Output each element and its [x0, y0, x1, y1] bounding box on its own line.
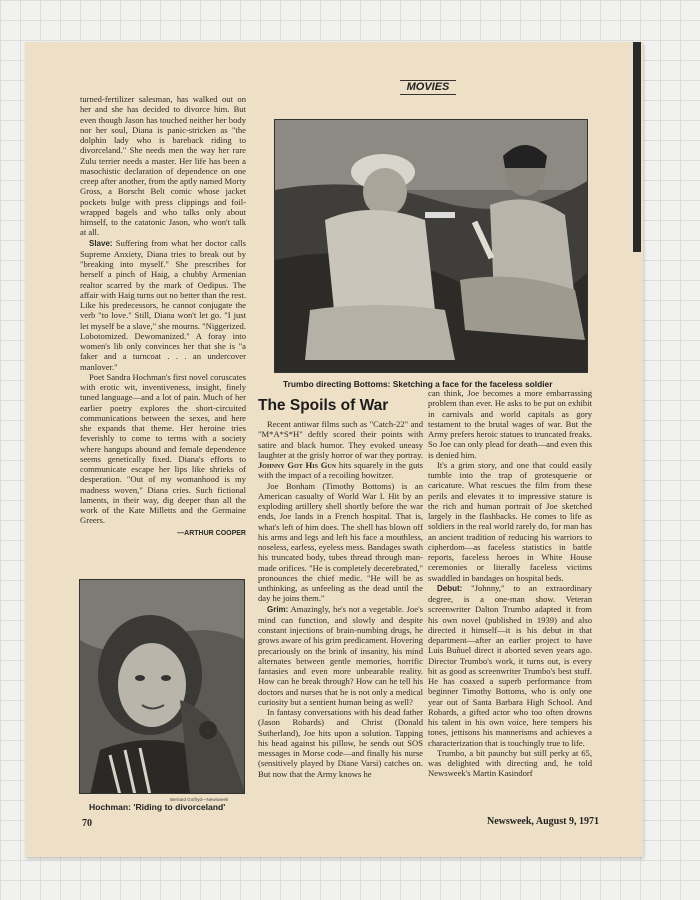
paragraph-text: Recent antiwar films such as "Catch-22" and "M*A*S*H" deftly scored their points with satire and black humor. They evoked uneasy laughter at the grisly horror of war they portray. — [258, 419, 423, 460]
paragraph — [258, 419, 423, 481]
paragraph-text: Amazingly, he's not a vegetable. Joe's mind can function, and slowly and despite constant injections of brain-numbing drugs, he grows aware of his grim predicament. Hovering precariously on the brink of insanity, his mind alternates between gentle memories, horrific fantasies and even more unbearable reality. How can he break through? How can he tell his doctors and nurses that he is not only a medical curiosity but a sentient human being as well? — [258, 603, 423, 707]
paragraph-text: hits squarely in the guts with the impact of a recoiling howitzer. — [258, 460, 423, 481]
paragraph-text: "Johnny," to an extraordinary degree, is a one-man show. Veteran screenwriter Dalton Trumbo adapted it from his own novel (published in 1939) and also directed it himself—it is his debut in that department—after an earlier project to have Luis Buñuel direct it aborted seven years ago. Director Trumbo's work, it turns out, is every bit as good as screenwriter Trumbo's best stuff. He has coaxed a superb performance from beginner Timothy Bottoms, who is only one year out of Santa Barbara High School. And Robards, a gifted actor who too often drowns his talent in his own voice, here tempers his tones, jettisons his mannerisms and achieves a characterization that is touchingly true to life. — [428, 582, 592, 748]
article-headline: The Spoils of War — [258, 397, 389, 414]
run-in-head: Slave: — [89, 238, 113, 248]
photo-image — [275, 120, 588, 373]
film-title: Johnny Got His Gun — [258, 460, 337, 470]
paragraph-text: Suffering from what her doctor calls Supreme Anxiety, Diana tries to break out by "breaking into myself." She prescribes for herself a pinch of Haig, a chubby Armenian realtor scarred by the mark of Oedipus. The affair with Haig turns out no better than the rest. Like his predecessors, he cannot conjugate the verb "to love." Still, Diana won't let go. "I just let myself be a slave," she mourns. "Niggerized. Lobotomized. Dewomanized." A foray into women's lib only convinces her that she is "a faker and a turncoat . . . an undercover manlover." — [80, 237, 246, 372]
review-column-1 — [80, 94, 246, 568]
paragraph: can think, Joe becomes a more embarrassing problem than ever. He asks to be put on exhibit in carnivals and world capitals as gory testament to the brutal wages of war. But the Army prefers heroic statues to truncated freaks. So Joe can only plead for death—and even this is denied him. — [428, 388, 592, 460]
paragraph: Poet Sandra Hochman's first novel coruscates with erotic wit, inventiveness, insight, finely tuned language—and a lot of pain. Much of her earlier poetry explores the short-circuited communications between the sexes, and here she expands that theme. Her heroine tries feverishly to come to terms with a society where hangups abound and female dependence seems genetically fixed. Diana's efforts to communicate escape her lips like shrieks of desperation. "Out of my womanhood is my madness woven," Diana cries. Such fictional laments, in their way, dig deeper than all the work of the Kate Milletts and the Germaine Greers. — [80, 371, 246, 526]
photo-hochman — [79, 579, 245, 794]
paragraph: Trumbo, a bit paunchy but still perky at 65, was delighted with directing and, he told Newsweek's Martin Kasindorf — [428, 747, 592, 779]
photo-trumbo-bottoms — [274, 119, 588, 373]
paragraph — [258, 604, 423, 708]
paragraph — [80, 238, 246, 372]
paragraph: It's a grim story, and one that could easily tumble into the trap of grotesquerie or caricature. What rescues the film from these perils and elevates it to impressive stature is the rich and human portrait of Joe sketched largely in the flashbacks. He comes to life as soldiers in the real world rarely do, for man has an ancient tradition of reducing his warriors to cipherdom—as faceless statistics in battle reports, faceless heroes in White House ceremonies or literally faceless victims swaddled in bandages on hospital beds. — [428, 459, 592, 583]
paragraph: Joe Bonham (Timothy Bottoms) is an American casualty of World War I. Hit by an exploding artillery shell shortly before the war ends, Joe lands in a French hospital. That is, what's left of him does. The shell has blown off his arms and legs and left his face a mouthless, noseless, earless, eyeless mess. Bandages swath his truncated body, tubes thread through man-made orifices. "He is completely decerebrated," pronounces the chief medic. "He will be as unthinking, as unfeeling as the dead until the day he joins them." — [258, 480, 423, 604]
photo-image — [80, 580, 245, 794]
photo-top-caption: Trumbo directing Bottoms: Sketching a face for the faceless soldier — [283, 379, 553, 389]
photo-left-caption: Hochman: 'Riding to divorceland' — [89, 802, 226, 812]
footer-issue: Newsweek, August 9, 1971 — [487, 816, 599, 827]
review-column-2 — [258, 419, 423, 814]
review-column-3 — [428, 388, 592, 814]
run-in-head: Grim: — [267, 604, 289, 614]
paragraph — [428, 583, 592, 748]
photo-credit: Bernard Gotfryd—Newsweek — [170, 797, 229, 802]
byline: —ARTHUR COOPER — [177, 529, 246, 537]
run-in-head: Debut: — [437, 583, 463, 593]
clipping-dark-edge — [633, 42, 641, 252]
section-label: MOVIES — [400, 80, 456, 95]
paragraph: turned-fertilizer salesman, has walked out on her and she has decided to divorce him. But even though Jason has touched neither her body nor her soul, Diana is panic-stricken as "the dolphin lady who is bareback riding to divorceland." She needs men the way her rare Zulu terrier needs a master. Her life has been a masochistic declaration of dependence on one creep after another, from the aptly named Morty Gross, a Borscht Belt comic whose jacket pockets bulge with press clippings and foil-wrapped bagels and who talks only about himself, to the catatonic Jason, who won't talk at all. — [80, 94, 246, 238]
paragraph: In fantasy conversations with his dead father (Jason Robards) and Christ (Donald Sutherland), Joe hits upon a solution. Tapping his head against his pillow, he sends out SOS messages in Morse code—and finally his nurse (sensitively played by Diane Varsi) catches on. But now that the Army knows he — [258, 707, 423, 779]
page-number: 70 — [82, 818, 92, 829]
